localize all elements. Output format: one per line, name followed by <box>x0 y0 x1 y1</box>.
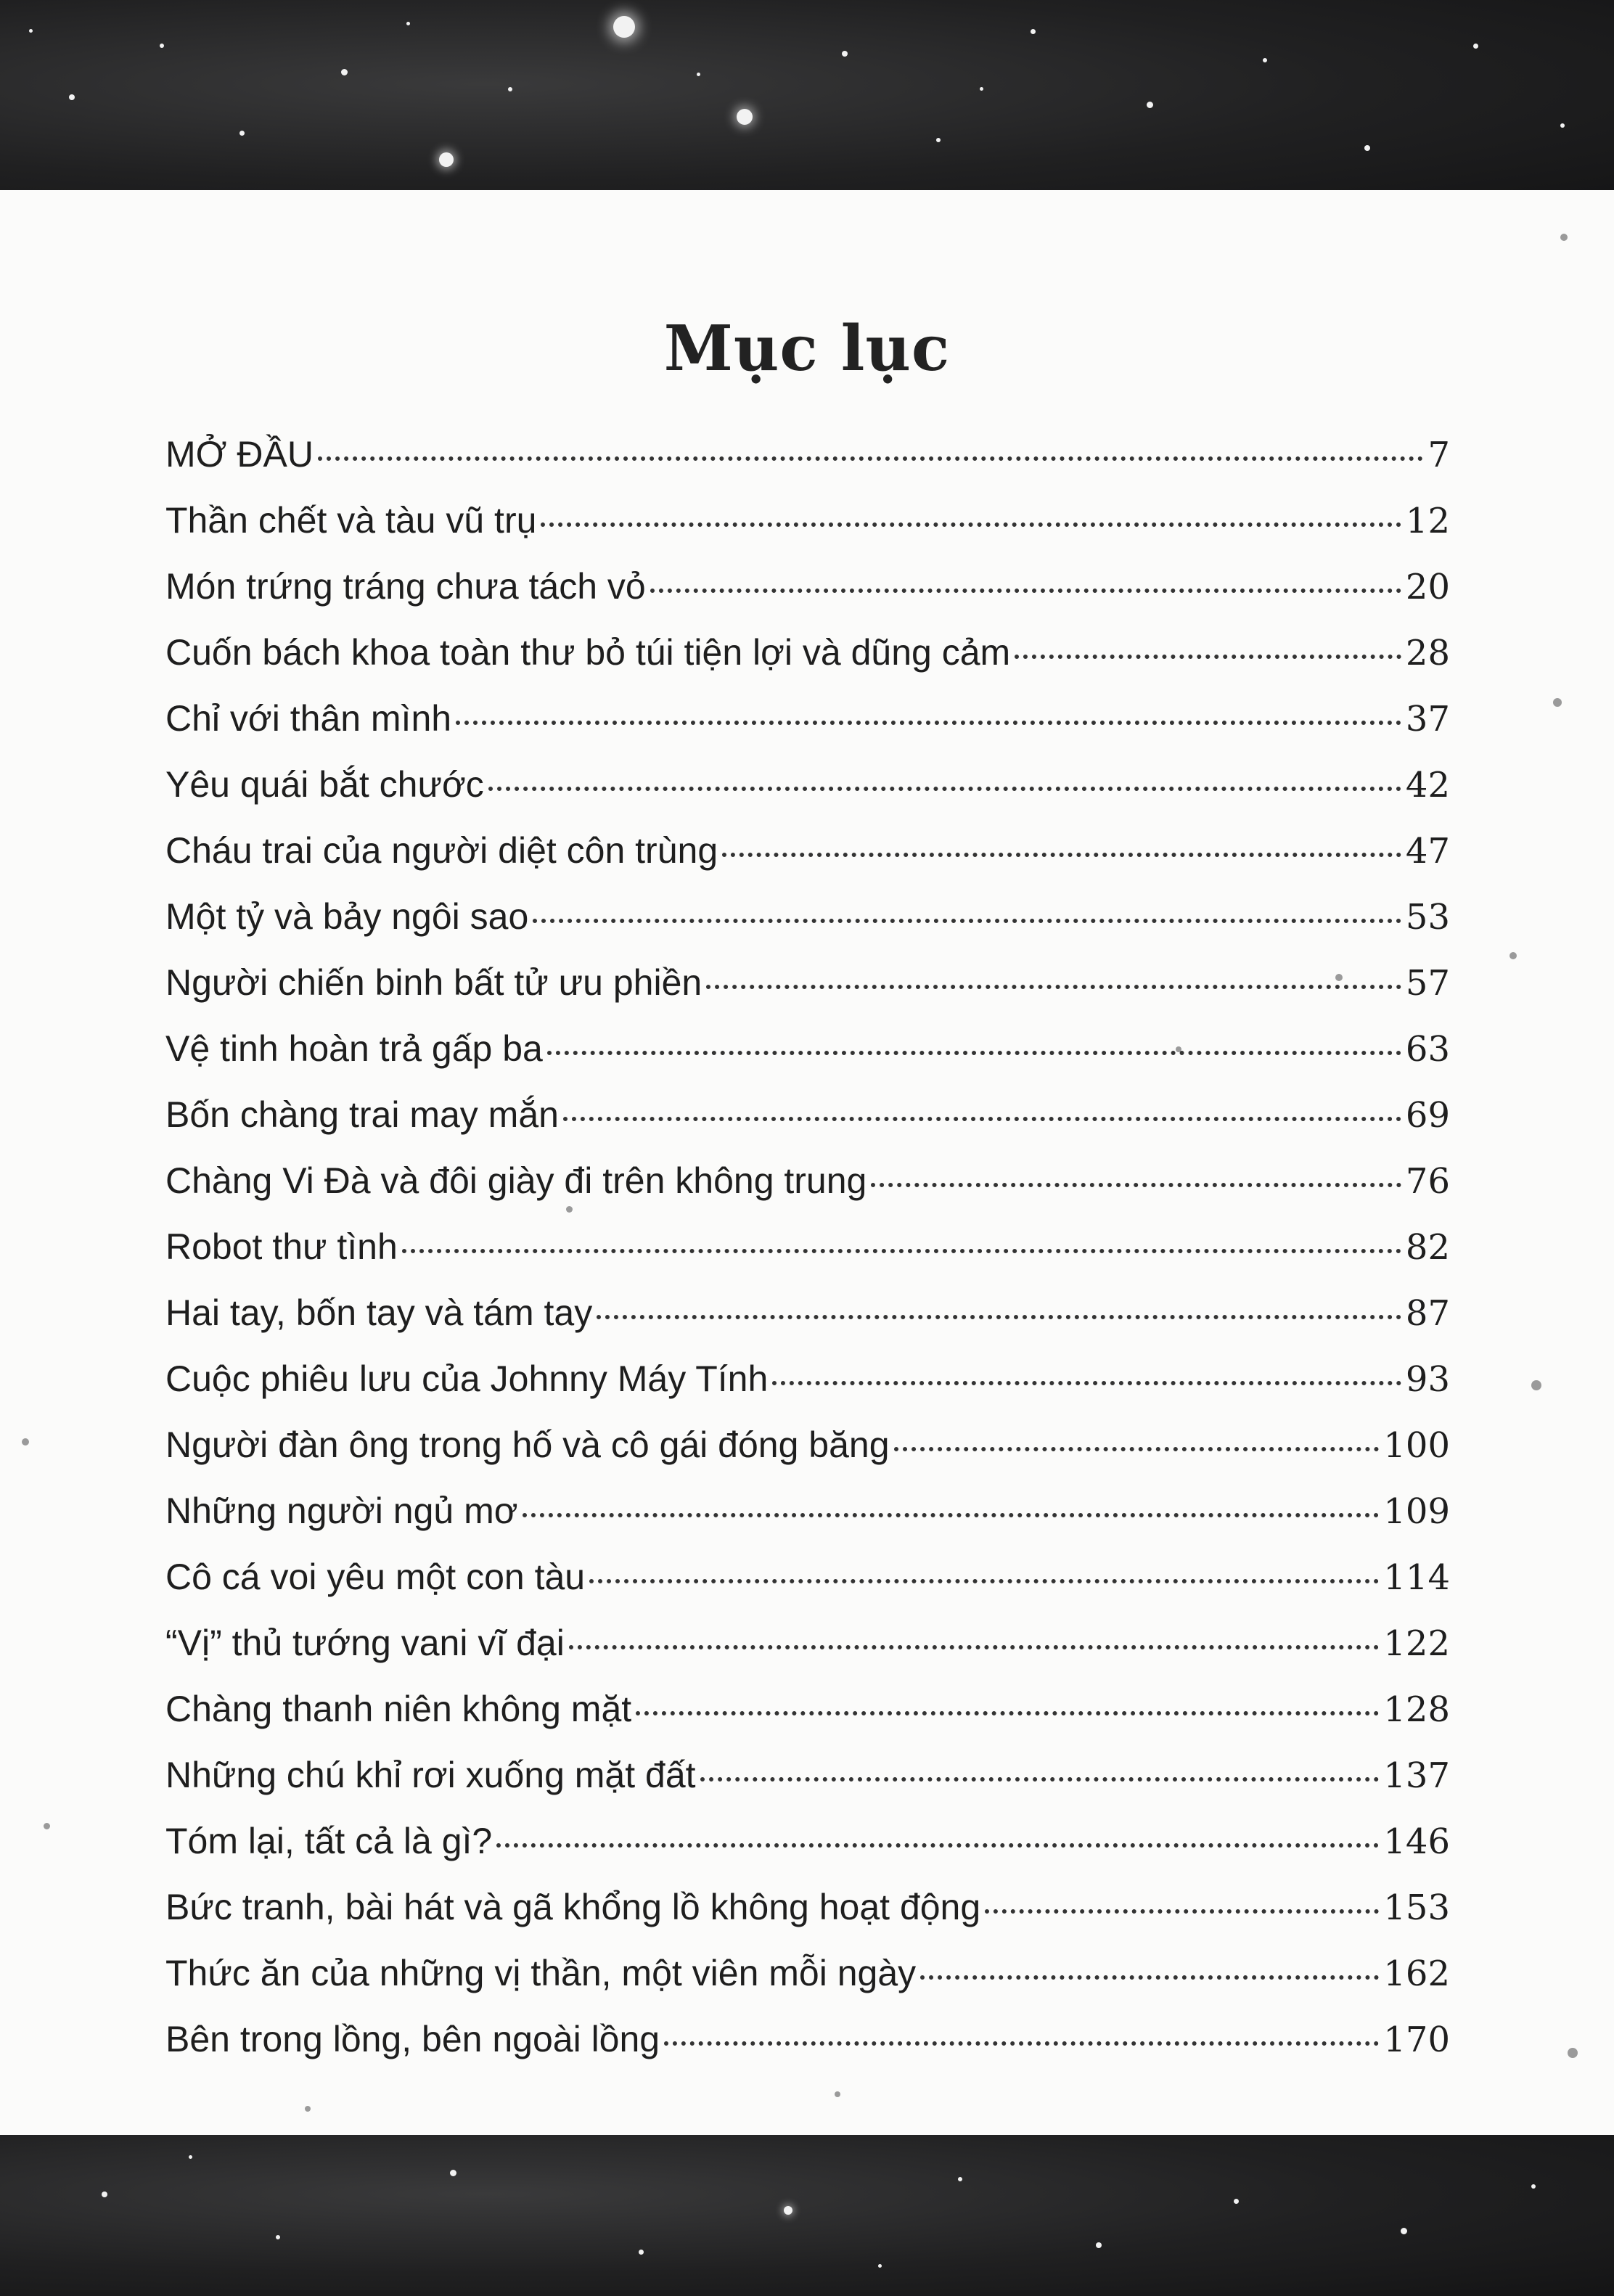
star-icon <box>842 51 848 57</box>
toc-entry <box>165 763 1450 829</box>
star-icon <box>1364 145 1370 151</box>
speck-icon <box>1568 2048 1578 2058</box>
dot-leader <box>488 787 1401 791</box>
dot-leader <box>569 1645 1380 1649</box>
toc-entry <box>165 631 1450 697</box>
toc-entry-page-number: 122 <box>1383 1623 1450 1664</box>
toc-entry-page-number: 7 <box>1427 435 1450 475</box>
toc-page <box>0 190 1614 2135</box>
toc-entry <box>165 1028 1450 1094</box>
dot-leader <box>894 1447 1380 1451</box>
toc-entry <box>165 1820 1450 1886</box>
toc-entry-page-number: 76 <box>1405 1161 1450 1202</box>
dot-leader <box>541 522 1401 527</box>
toc-entry <box>165 1424 1450 1490</box>
star-icon <box>1096 2242 1102 2248</box>
toc-entry <box>165 1952 1450 2018</box>
star-icon <box>29 29 33 33</box>
toc-entry-title: Thần chết và tàu vũ trụ <box>165 500 537 541</box>
star-icon <box>1147 102 1153 108</box>
toc-entry-title: “Vị” thủ tướng vani vĩ đại <box>165 1623 565 1663</box>
toc-entry-page-number: 28 <box>1405 633 1450 673</box>
star-icon <box>936 138 941 142</box>
dot-leader <box>772 1381 1401 1385</box>
dot-leader <box>402 1249 1401 1253</box>
toc-entry-title: Hai tay, bốn tay và tám tay <box>165 1292 593 1333</box>
toc-entry-page-number: 53 <box>1405 897 1450 938</box>
speck-icon <box>44 1823 50 1829</box>
toc-entry-title: Chỉ với thân mình <box>165 698 452 739</box>
star-icon <box>69 94 75 100</box>
toc-entry-title: Chàng Vi Đà và đôi giày đi trên không trung <box>165 1160 867 1201</box>
dot-leader <box>700 1777 1380 1782</box>
dot-leader <box>318 456 1423 461</box>
dot-leader <box>722 853 1401 857</box>
toc-entry-page-number: 63 <box>1405 1029 1450 1070</box>
toc-entry-title: Người chiến binh bất tử ưu phiền <box>165 962 702 1003</box>
toc-entry-page-number: 69 <box>1405 1095 1450 1136</box>
toc-entry-page-number: 137 <box>1383 1755 1450 1796</box>
dot-leader <box>920 1975 1379 1980</box>
star-icon <box>102 2192 107 2197</box>
dot-leader <box>664 2041 1379 2046</box>
star-icon <box>1234 2199 1239 2204</box>
toc-entry-page-number: 12 <box>1405 501 1450 541</box>
toc-entry-page-number: 114 <box>1383 1557 1450 1598</box>
toc-entry-title: Yêu quái bắt chước <box>165 764 484 805</box>
toc-entry <box>165 499 1450 565</box>
speck-icon <box>1560 234 1568 241</box>
toc-entry-page-number: 37 <box>1405 699 1450 739</box>
page-title: Mục lục <box>663 311 951 385</box>
toc-entry-page-number: 146 <box>1383 1821 1450 1862</box>
dot-leader <box>547 1051 1401 1055</box>
star-icon <box>697 73 700 76</box>
toc-entry-title: Cô cá voi yêu một con tàu <box>165 1557 586 1597</box>
toc-entry-page-number: 153 <box>1383 1887 1450 1928</box>
star-icon <box>439 152 454 167</box>
speck-icon <box>1531 1380 1541 1390</box>
toc-entry-title: Thức ăn của những vị thần, một viên mỗi ngày <box>165 1953 917 1993</box>
star-icon <box>341 69 348 75</box>
toc-entry-title: Người đàn ông trong hố và cô gái đóng băng <box>165 1424 890 1465</box>
toc-entry-title: Bốn chàng trai may mắn <box>165 1094 559 1135</box>
star-icon <box>613 16 635 38</box>
speck-icon <box>22 1438 29 1446</box>
toc-entry-page-number: 47 <box>1405 831 1450 872</box>
star-icon <box>1401 2228 1407 2234</box>
toc-entry-title: Chàng thanh niên không mặt <box>165 1689 632 1729</box>
toc-entry-title: Cuộc phiêu lưu của Johnny Máy Tính <box>165 1358 769 1399</box>
star-icon <box>639 2250 644 2255</box>
toc-entry <box>165 1688 1450 1754</box>
toc-entry-page-number: 57 <box>1405 963 1450 1004</box>
starry-band-top <box>0 0 1614 210</box>
star-icon <box>239 131 245 136</box>
star-icon <box>406 22 410 25</box>
toc-entry <box>165 1292 1450 1358</box>
star-icon <box>1560 123 1565 128</box>
dot-leader <box>985 1909 1379 1914</box>
toc-entry <box>165 829 1450 895</box>
table-of-contents <box>165 433 1450 2084</box>
star-icon <box>276 2235 280 2239</box>
toc-entry-page-number: 93 <box>1405 1359 1450 1400</box>
toc-entry <box>165 1226 1450 1292</box>
star-icon <box>1031 29 1036 34</box>
toc-entry <box>165 1886 1450 1952</box>
star-icon <box>980 87 983 91</box>
toc-entry-title: Những chú khỉ rơi xuống mặt đất <box>165 1755 696 1795</box>
toc-entry-page-number: 20 <box>1405 567 1450 607</box>
toc-entry-title: Bức tranh, bài hát và gã khổng lồ không hoạt động <box>165 1887 981 1927</box>
dot-leader <box>706 985 1401 989</box>
toc-entry-page-number: 87 <box>1405 1293 1450 1334</box>
dot-leader <box>589 1579 1379 1583</box>
speck-icon <box>1509 952 1517 959</box>
toc-entry-title: Cháu trai của người diệt côn trùng <box>165 830 718 871</box>
dot-leader <box>523 1513 1380 1517</box>
dot-leader <box>597 1315 1401 1319</box>
dot-leader <box>496 1843 1379 1848</box>
dot-leader <box>563 1117 1401 1121</box>
toc-entry <box>165 565 1450 631</box>
star-icon <box>1263 58 1267 62</box>
dot-leader <box>456 721 1401 725</box>
star-icon <box>737 109 753 125</box>
speck-icon <box>305 2106 311 2112</box>
toc-entry-page-number: 42 <box>1405 765 1450 805</box>
star-icon <box>160 44 164 48</box>
toc-entry <box>165 433 1450 499</box>
dot-leader <box>533 919 1401 923</box>
toc-entry <box>165 1160 1450 1226</box>
speck-icon <box>835 2091 840 2097</box>
star-icon <box>1531 2184 1536 2189</box>
toc-entry <box>165 1358 1450 1424</box>
star-icon <box>784 2206 792 2215</box>
dot-leader <box>650 589 1401 593</box>
toc-entry <box>165 1556 1450 1622</box>
toc-entry-title: Món trứng tráng chưa tách vỏ <box>165 566 646 607</box>
toc-entry-page-number: 162 <box>1383 1953 1450 1994</box>
toc-entry <box>165 2018 1450 2084</box>
toc-entry <box>165 1754 1450 1820</box>
star-icon <box>508 87 512 91</box>
toc-entry-page-number: 82 <box>1405 1227 1450 1268</box>
speck-icon <box>1553 698 1562 707</box>
toc-entry <box>165 1490 1450 1556</box>
star-icon <box>878 2264 882 2268</box>
toc-entry-title: Tóm lại, tất cả là gì? <box>165 1821 493 1861</box>
dot-leader <box>636 1711 1379 1715</box>
star-icon <box>189 2155 192 2159</box>
dot-leader <box>871 1183 1401 1187</box>
toc-entry <box>165 895 1450 962</box>
star-icon <box>958 2177 962 2181</box>
toc-entry-title: Một tỷ và bảy ngôi sao <box>165 896 529 937</box>
star-icon <box>1473 44 1478 49</box>
star-icon <box>450 2170 456 2176</box>
dot-leader <box>1015 655 1401 659</box>
toc-entry-title: Vệ tinh hoàn trả gấp ba <box>165 1028 543 1069</box>
toc-entry-title: Những người ngủ mơ <box>165 1491 518 1531</box>
toc-entry-page-number: 109 <box>1383 1491 1450 1532</box>
toc-entry-page-number: 100 <box>1383 1425 1450 1466</box>
toc-entry <box>165 962 1450 1028</box>
toc-entry-title: Cuốn bách khoa toàn thư bỏ túi tiện lợi và dũng cảm <box>165 632 1011 673</box>
toc-entry-page-number: 128 <box>1383 1689 1450 1730</box>
toc-entry <box>165 1094 1450 1160</box>
toc-entry-title: Bên trong lồng, bên ngoài lồng <box>165 2019 660 2059</box>
toc-entry-title: Robot thư tình <box>165 1226 398 1267</box>
toc-entry <box>165 697 1450 763</box>
starry-band-bottom <box>0 2126 1614 2296</box>
toc-entry <box>165 1622 1450 1688</box>
toc-entry-title: MỞ ĐẦU <box>165 434 314 475</box>
toc-entry-page-number: 170 <box>1383 2020 1450 2060</box>
